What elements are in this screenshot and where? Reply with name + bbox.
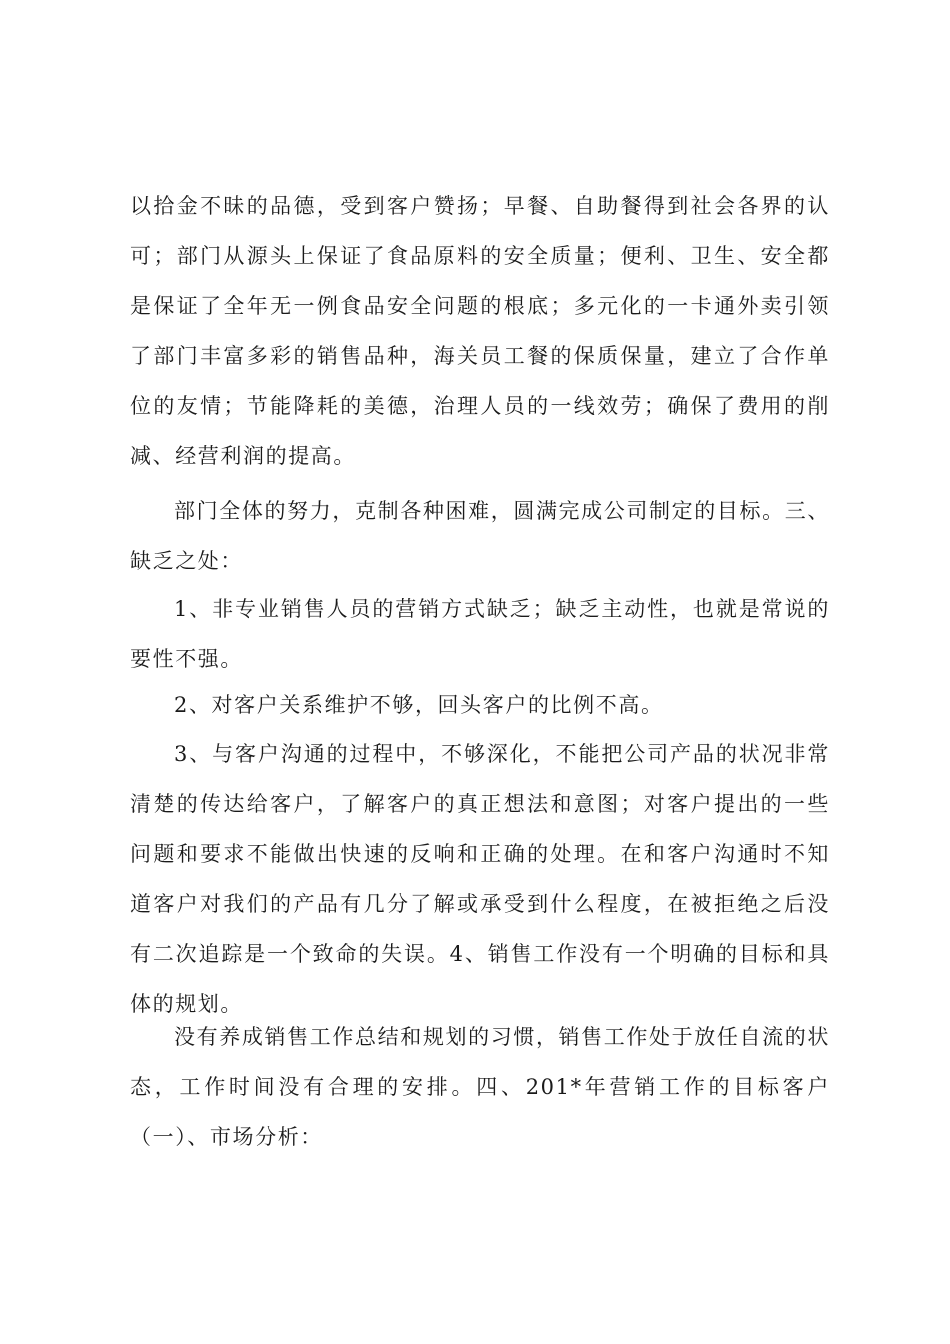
paragraph-summary-shortcomings-heading: 部门全体的努力，克制各种困难，圆满完成公司制定的目标。三、缺乏之处：: [130, 499, 830, 573]
paragraph-planning-market-analysis: 没有养成销售工作总结和规划的习惯，销售工作处于放任自流的状态，工作时间没有合理的安排。四、201*年营销工作的目标客户（一）、市场分析：: [130, 1025, 830, 1149]
paragraph-shortcoming-2: 2、对客户关系维护不够，回头客户的比例不高。: [174, 693, 664, 717]
paragraph-shortcoming-1: 1、非专业销售人员的营销方式缺乏；缺乏主动性，也就是常说的要性不强。: [130, 597, 830, 671]
paragraph-achievements: 以拾金不昧的品德，受到客户赞扬；早餐、自助餐得到社会各界的认可；部门从源头上保证了食品原料的安全质量；便利、卫生、安全都是保证了全年无一例食品安全问题的根底；多元化的一卡通外卖引领了部门丰富多彩的销售品种，海关员工餐的保质保量，建立了合作单位的友情；节能降耗的美德，治理人员的一线效劳；确保了费用的削减、经营利润的提高。: [130, 194, 830, 468]
paragraph-shortcoming-3-4: 3、与客户沟通的过程中，不够深化，不能把公司产品的状况非常清楚的传达给客户，了解客户的真正想法和意图；对客户提出的一些问题和要求不能做出快速的反响和正确的处理。在和客户沟通时不知道客户对我们的产品有几分了解或承受到什么程度，在被拒绝之后没有二次追踪是一个致命的失误。4、销售工作没有一个明确的目标和具体的规划。: [130, 742, 830, 1016]
